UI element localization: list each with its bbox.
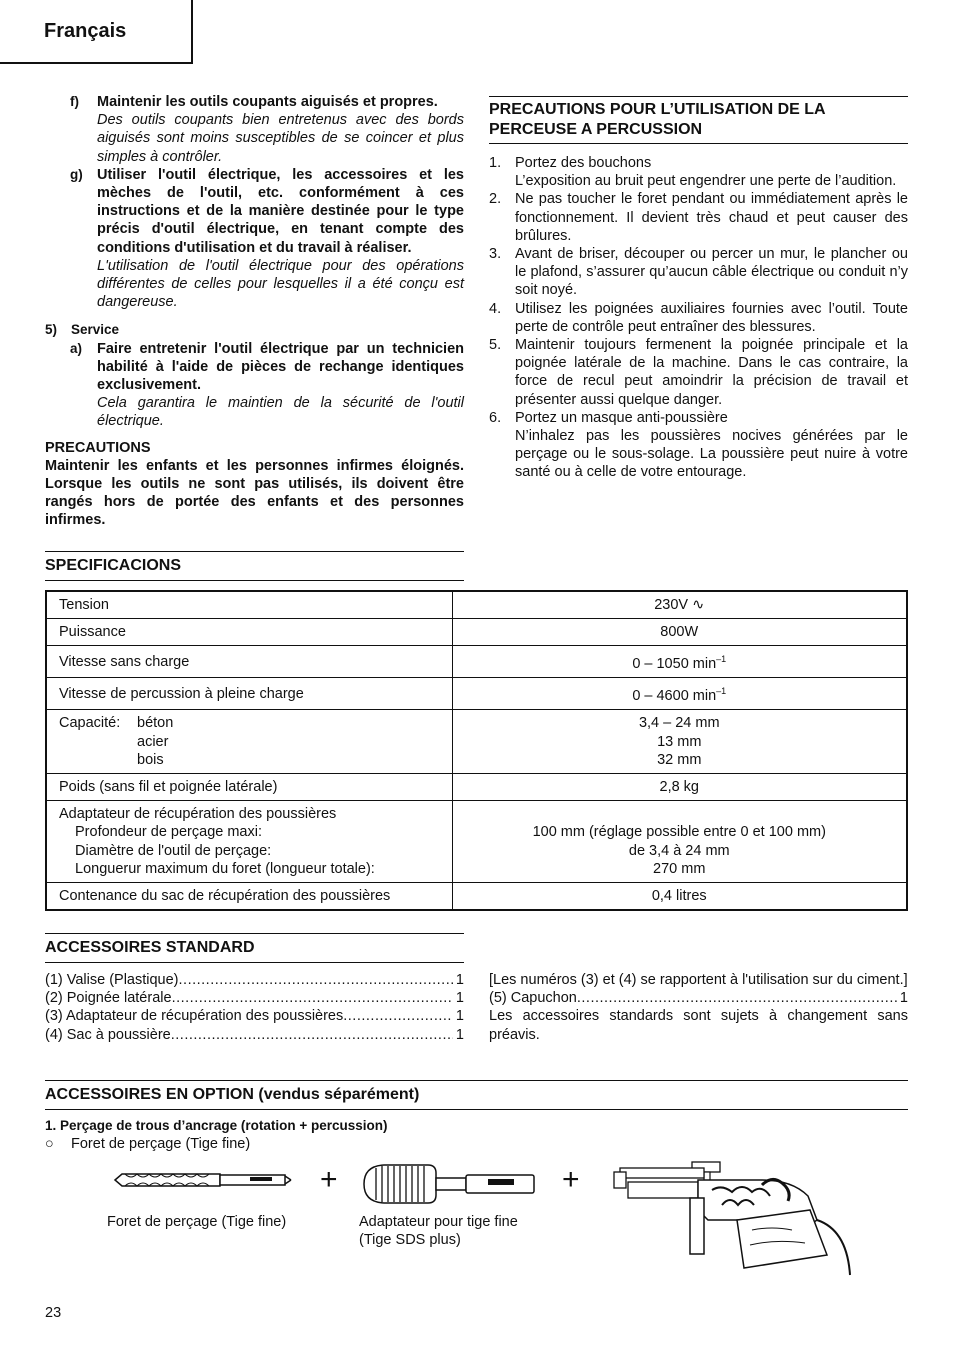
percussion-precautions-heading: PRECAUTIONS POUR L’UTILISATION DE LA PERCEUSE A PERCUSSION bbox=[489, 96, 908, 144]
list-text: Avant de briser, découper ou percer un mur, le plancher ou le plafond, s’assurer qu’aucun câble électrique ou conduit n’y soit noyé. bbox=[515, 246, 908, 299]
spec-subkey: Profondeur de perçage maxi: bbox=[75, 824, 262, 841]
item-label: a) bbox=[70, 340, 83, 356]
accessory-qty: 1 bbox=[455, 1008, 464, 1025]
unit-superscript: –1 bbox=[716, 686, 727, 697]
item-label: f) bbox=[70, 94, 79, 109]
spec-subvalue: de 3,4 à 24 mm bbox=[628, 842, 730, 859]
plus-sign: + bbox=[562, 1163, 580, 1196]
accessory-label: (2) Poignée latérale bbox=[45, 990, 172, 1007]
optional-sub-heading: 1. Perçage de trous d’ancrage (rotation + percussion) bbox=[45, 1118, 388, 1133]
page-number: 23 bbox=[45, 1305, 62, 1321]
spec-key: Contenance du sac de récupération des poussières bbox=[46, 883, 452, 911]
optional-bullet-item bbox=[45, 1136, 250, 1152]
list-item bbox=[45, 1026, 464, 1044]
accessory-qty: 1 bbox=[899, 990, 908, 1007]
standard-accessories-heading: ACCESSOIRES STANDARD bbox=[45, 933, 464, 963]
precautions-title: PRECAUTIONS bbox=[45, 439, 151, 456]
spec-value: 0,4 litres bbox=[452, 883, 907, 911]
accessory-note: [Les numéros (3) et (4) se rapportent à l'utilisation sur du ciment.] bbox=[489, 972, 908, 988]
specs-heading: SPECIFICACIONS bbox=[45, 551, 464, 581]
drill-bit-illustration bbox=[110, 1160, 300, 1200]
spec-subvalue: 100 mm (réglage possible entre 0 et 100 mm) bbox=[532, 824, 826, 841]
spec-subvalue: 13 mm bbox=[657, 733, 702, 750]
optional-accessories-heading: ACCESSOIRES EN OPTION (vendus séparément) bbox=[45, 1080, 908, 1110]
list-number: 1. bbox=[489, 155, 502, 171]
spec-value bbox=[452, 710, 907, 774]
service-item-a bbox=[45, 340, 464, 431]
accessory-label: (5) Capuchon bbox=[489, 990, 577, 1007]
service-a-italic: Cela garantira le maintien de la sécurité de l'outil électrique. bbox=[97, 395, 464, 430]
spec-subkey: Diamètre de l'outil de perçage: bbox=[75, 842, 272, 859]
spec-key: Puissance bbox=[46, 619, 452, 646]
list-number: 5. bbox=[489, 337, 502, 354]
standard-accessories-list bbox=[45, 971, 464, 1044]
unit-superscript: –1 bbox=[716, 654, 727, 665]
spec-value bbox=[452, 591, 907, 619]
spec-value bbox=[452, 678, 907, 710]
plus-sign: + bbox=[320, 1163, 338, 1196]
list-item bbox=[489, 154, 908, 190]
spec-subkey: bois bbox=[137, 751, 164, 768]
spec-subkey: Longuerur maximum du foret (longueur totale): bbox=[75, 860, 375, 877]
service-a-bold: Faire entretenir l'outil électrique par un technicien habilité à l'aide de pièces de rechange identiques exclusivement. bbox=[97, 340, 464, 394]
spec-key-text: Adaptateur de récupération des poussières bbox=[59, 806, 337, 823]
service-label: 5) bbox=[45, 322, 58, 338]
spec-key: Vitesse sans charge bbox=[46, 646, 452, 678]
list-number: 3. bbox=[489, 246, 502, 263]
spec-value-text: 0 – 1050 min bbox=[632, 656, 717, 673]
table-row bbox=[46, 646, 907, 678]
list-item bbox=[489, 409, 908, 482]
list-item bbox=[489, 336, 908, 409]
language-tab bbox=[0, 0, 193, 64]
list-number: 4. bbox=[489, 300, 502, 317]
list-item bbox=[489, 300, 908, 336]
accessory-qty: 1 bbox=[455, 1026, 464, 1043]
table-row bbox=[46, 710, 907, 774]
bullet-text: Foret de perçage (Tige fine) bbox=[71, 1136, 251, 1152]
spec-subvalue: 270 mm bbox=[653, 860, 706, 877]
list-text: Portez un masque anti-poussière bbox=[515, 409, 728, 426]
list-number: 2. bbox=[489, 191, 502, 208]
list-text-detail: L’exposition au bruit peut engendrer une perte de l’audition. bbox=[515, 173, 897, 190]
table-row bbox=[46, 619, 907, 646]
list-item bbox=[489, 190, 908, 245]
item-g-bold: Utiliser l'outil électrique, les accessoires et les mèches de l'outil, etc. conformément à ces instructions et de la manière destinée pour le type précis d'outil électrique, en tenant compte des conditions d'utilisation et du travail à réaliser. bbox=[97, 166, 464, 256]
adapter-caption bbox=[359, 1213, 518, 1249]
adapter-illustration bbox=[358, 1160, 548, 1208]
circle-bullet-icon: ○ bbox=[45, 1136, 54, 1152]
spec-key bbox=[46, 710, 452, 774]
spec-key bbox=[46, 801, 452, 883]
left-column bbox=[45, 93, 464, 530]
service-title: Service bbox=[71, 322, 120, 338]
item-f-italic: Des outils coupants bien entretenus avec des bords aiguisés sont moins susceptibles de se coincer et plus simples à contrôler. bbox=[97, 112, 464, 165]
spec-value-text: 0 – 4600 min bbox=[632, 688, 717, 705]
table-row bbox=[46, 801, 907, 883]
safety-item-g bbox=[45, 166, 464, 312]
standard-accessories-notes bbox=[489, 971, 908, 1044]
language-label: Français bbox=[44, 20, 127, 42]
safety-item-f bbox=[45, 93, 464, 166]
item-label: g) bbox=[70, 166, 83, 182]
list-text: Ne pas toucher le foret pendant ou immédiatement après le fonctionnement. Il devient très chaud et peut causer des brûlures. bbox=[515, 191, 908, 244]
list-item bbox=[45, 1007, 464, 1025]
spec-key-text: Capacité: bbox=[59, 715, 121, 732]
accessory-qty: 1 bbox=[455, 990, 464, 1007]
table-row bbox=[46, 774, 907, 801]
drill-bit-caption: Foret de perçage (Tige fine) bbox=[107, 1214, 287, 1230]
spec-subvalue: 3,4 – 24 mm bbox=[638, 715, 720, 732]
service-section bbox=[45, 321, 464, 339]
spec-subkey: béton bbox=[137, 715, 174, 732]
adapter-caption-line: Adaptateur pour tige fine bbox=[359, 1214, 518, 1230]
list-text: Utilisez les poignées auxiliaires fournies avec l’outil. Toute perte de contrôle peut entraîner des blessures. bbox=[515, 300, 908, 335]
spec-value bbox=[452, 646, 907, 678]
list-text: Maintenir toujours fermenent la poignée principale et la poignée latérale de la machine. Dans le cas contraire, la force de recul peut amoindrir la précision de travail et présenter aussi quelque danger. bbox=[515, 337, 908, 408]
accessory-qty: 1 bbox=[455, 972, 464, 988]
hammer-drill-illustration bbox=[612, 1160, 862, 1280]
precautions-body: Maintenir les enfants et les personnes infirmes éloignés. Lorsque les outils ne sont pas utilisés, ils doivent être rangés hors de portée des enfants et des personnes infirmes. bbox=[45, 457, 464, 529]
spec-key: Tension bbox=[46, 591, 452, 619]
spec-subkey: acier bbox=[137, 733, 169, 750]
table-row bbox=[46, 883, 907, 911]
adapter-caption-line: (Tige SDS plus) bbox=[359, 1232, 461, 1249]
list-item bbox=[45, 971, 464, 989]
accessory-label: (4) Sac à poussière bbox=[45, 1026, 171, 1043]
list-item bbox=[489, 989, 908, 1007]
accessory-disclaimer: Les accessoires standards sont sujets à changement sans préavis. bbox=[489, 1008, 908, 1043]
item-g-italic: L'utilisation de l'outil électrique pour des opérations différentes de celles pour lesquelles il a été conçu est dangereuse. bbox=[97, 257, 464, 311]
list-number: 6. bbox=[489, 409, 502, 426]
right-column bbox=[489, 96, 908, 482]
list-item bbox=[45, 989, 464, 1007]
spec-value-text: 230V bbox=[654, 597, 689, 613]
accessory-label: (1) Valise (Plastique) bbox=[45, 972, 179, 988]
ac-symbol-icon: ∿ bbox=[692, 597, 705, 613]
spec-subvalue: 32 mm bbox=[657, 751, 702, 768]
list-item bbox=[489, 245, 908, 300]
percussion-precautions-list bbox=[489, 154, 908, 482]
table-row bbox=[46, 678, 907, 710]
table-row bbox=[46, 591, 907, 619]
list-text: Portez des bouchons bbox=[515, 155, 652, 171]
list-text-detail: N’inhalez pas les poussières nocives générées par le perçage ou le sous-solage. La poussière peut nuire à votre santé ou à celle de votre entourage. bbox=[515, 428, 908, 481]
spec-key: Vitesse de percussion à pleine charge bbox=[46, 678, 452, 710]
spec-key: Poids (sans fil et poignée latérale) bbox=[46, 774, 452, 801]
spec-value: 800W bbox=[452, 619, 907, 646]
spec-value bbox=[452, 801, 907, 883]
accessory-label: (3) Adaptateur de récupération des poussières bbox=[45, 1008, 344, 1025]
spec-value: 2,8 kg bbox=[452, 774, 907, 801]
specs-table bbox=[45, 590, 908, 911]
item-f-bold: Maintenir les outils coupants aiguisés et propres. bbox=[97, 94, 438, 110]
